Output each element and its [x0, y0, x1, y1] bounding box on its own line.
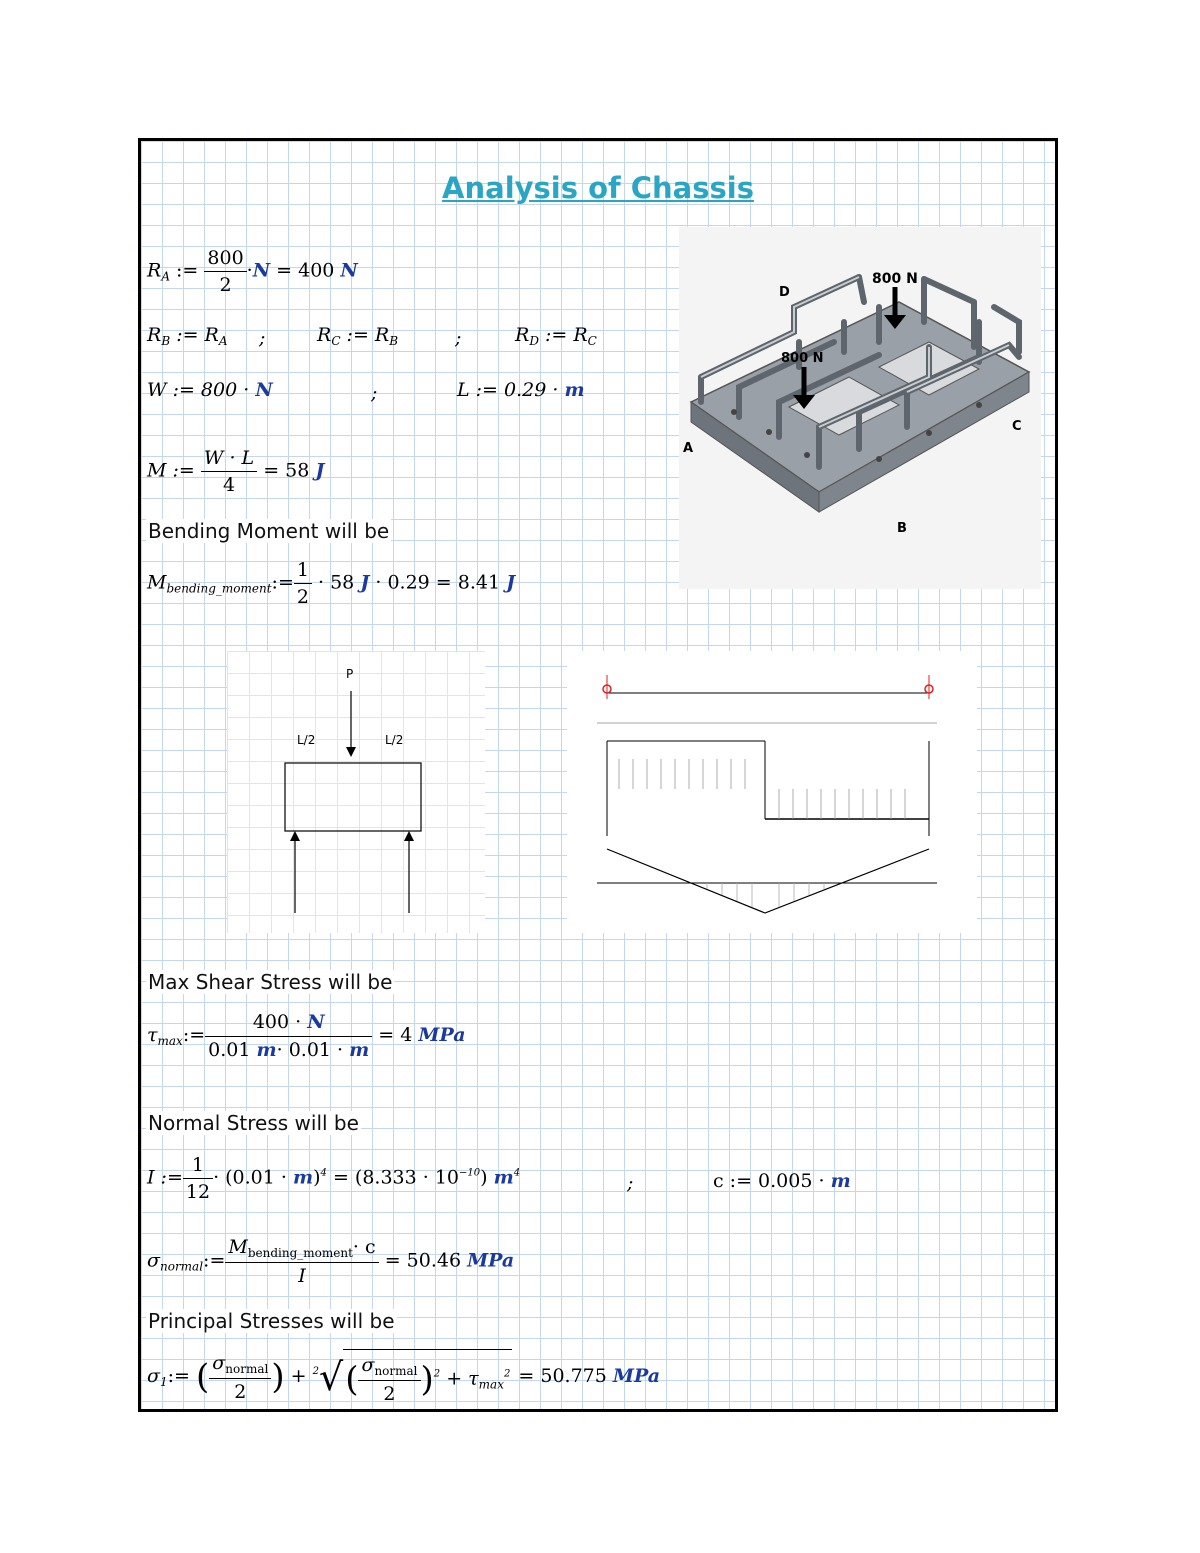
load-label-middle: 800 N — [781, 351, 824, 366]
corner-label-d: D — [779, 285, 790, 300]
equation-ra: $R_A$ := $\frac{800}{2}$ ·N = 400 N — [147, 247, 358, 296]
span-label-left: L/2 — [297, 733, 316, 747]
text-bending-moment: Bending Moment will be — [148, 519, 390, 543]
equation-l: L := 0.29 · m — [457, 379, 585, 401]
separator: ; — [259, 327, 266, 349]
span-label-right: L/2 — [385, 733, 404, 747]
load-label-top: 800 N — [872, 271, 918, 287]
page-title: Analysis of Chassis — [442, 171, 754, 205]
beam-sketch — [227, 651, 485, 933]
text-normal-stress: Normal Stress will be — [148, 1111, 359, 1135]
equation-c: c := 0.005 · m — [713, 1170, 851, 1192]
beam-sketch-drawing — [227, 651, 485, 933]
text-principal-stresses: Principal Stresses will be — [148, 1309, 395, 1333]
corner-label-a: A — [683, 441, 694, 456]
corner-label-b: B — [897, 521, 907, 536]
shear-moment-diagram — [567, 651, 977, 933]
equation-w: W := 800 · N — [147, 379, 273, 401]
equation-rb: $R_B$ := $R_A$ — [147, 324, 228, 348]
equation-bending-moment: $M_{bending\_moment}:=$ $\frac{1}{2}$ · 58 J · 0.29 = 8.41 J — [147, 559, 516, 608]
equation-m: M := $\frac{W \cdot L}{4}$ = 58 J — [147, 447, 325, 496]
corner-label-c: C — [1012, 419, 1022, 434]
load-label-p: P — [346, 667, 354, 681]
equation-sigma-1: $\sigma_1:=$ ( $\frac{\sigma_{normal}}{2}$ ) + $^2$√( $\frac{\sigma_{normal}}{2}$ )$^2 + \tau_{max}^2 = 50.775$ MPa — [147, 1349, 660, 1405]
chassis-figure — [679, 227, 1041, 589]
equation-sigma-normal: $\sigma_{normal}:=$ $\frac{M_{bending\_moment}\cdot c}{I}$ = 50.46 MPa — [147, 1236, 515, 1287]
separator: ; — [455, 327, 462, 349]
text-max-shear: Max Shear Stress will be — [148, 970, 393, 994]
worksheet — [138, 138, 1058, 1412]
separator: ; — [371, 382, 378, 404]
equation-rd: $R_D$ := $R_C$ — [515, 324, 597, 348]
separator: ; — [627, 1172, 634, 1194]
equation-moment-of-inertia: I := $\frac{1}{12}$ · $(0.01 \cdot m)^4 = (8.333 \cdot 10^{-10})$ $m^4$ — [147, 1154, 521, 1203]
equation-tau-max: $\tau_{max}:=$ $\frac{400 \cdot N}{0.01 m\cdot 0.01 \cdot m}$ = 4 MPa — [147, 1011, 466, 1061]
shear-moment-drawing — [567, 651, 977, 933]
chassis-render — [679, 227, 1041, 589]
equation-rc: $R_C$ := $R_B$ — [317, 324, 399, 348]
